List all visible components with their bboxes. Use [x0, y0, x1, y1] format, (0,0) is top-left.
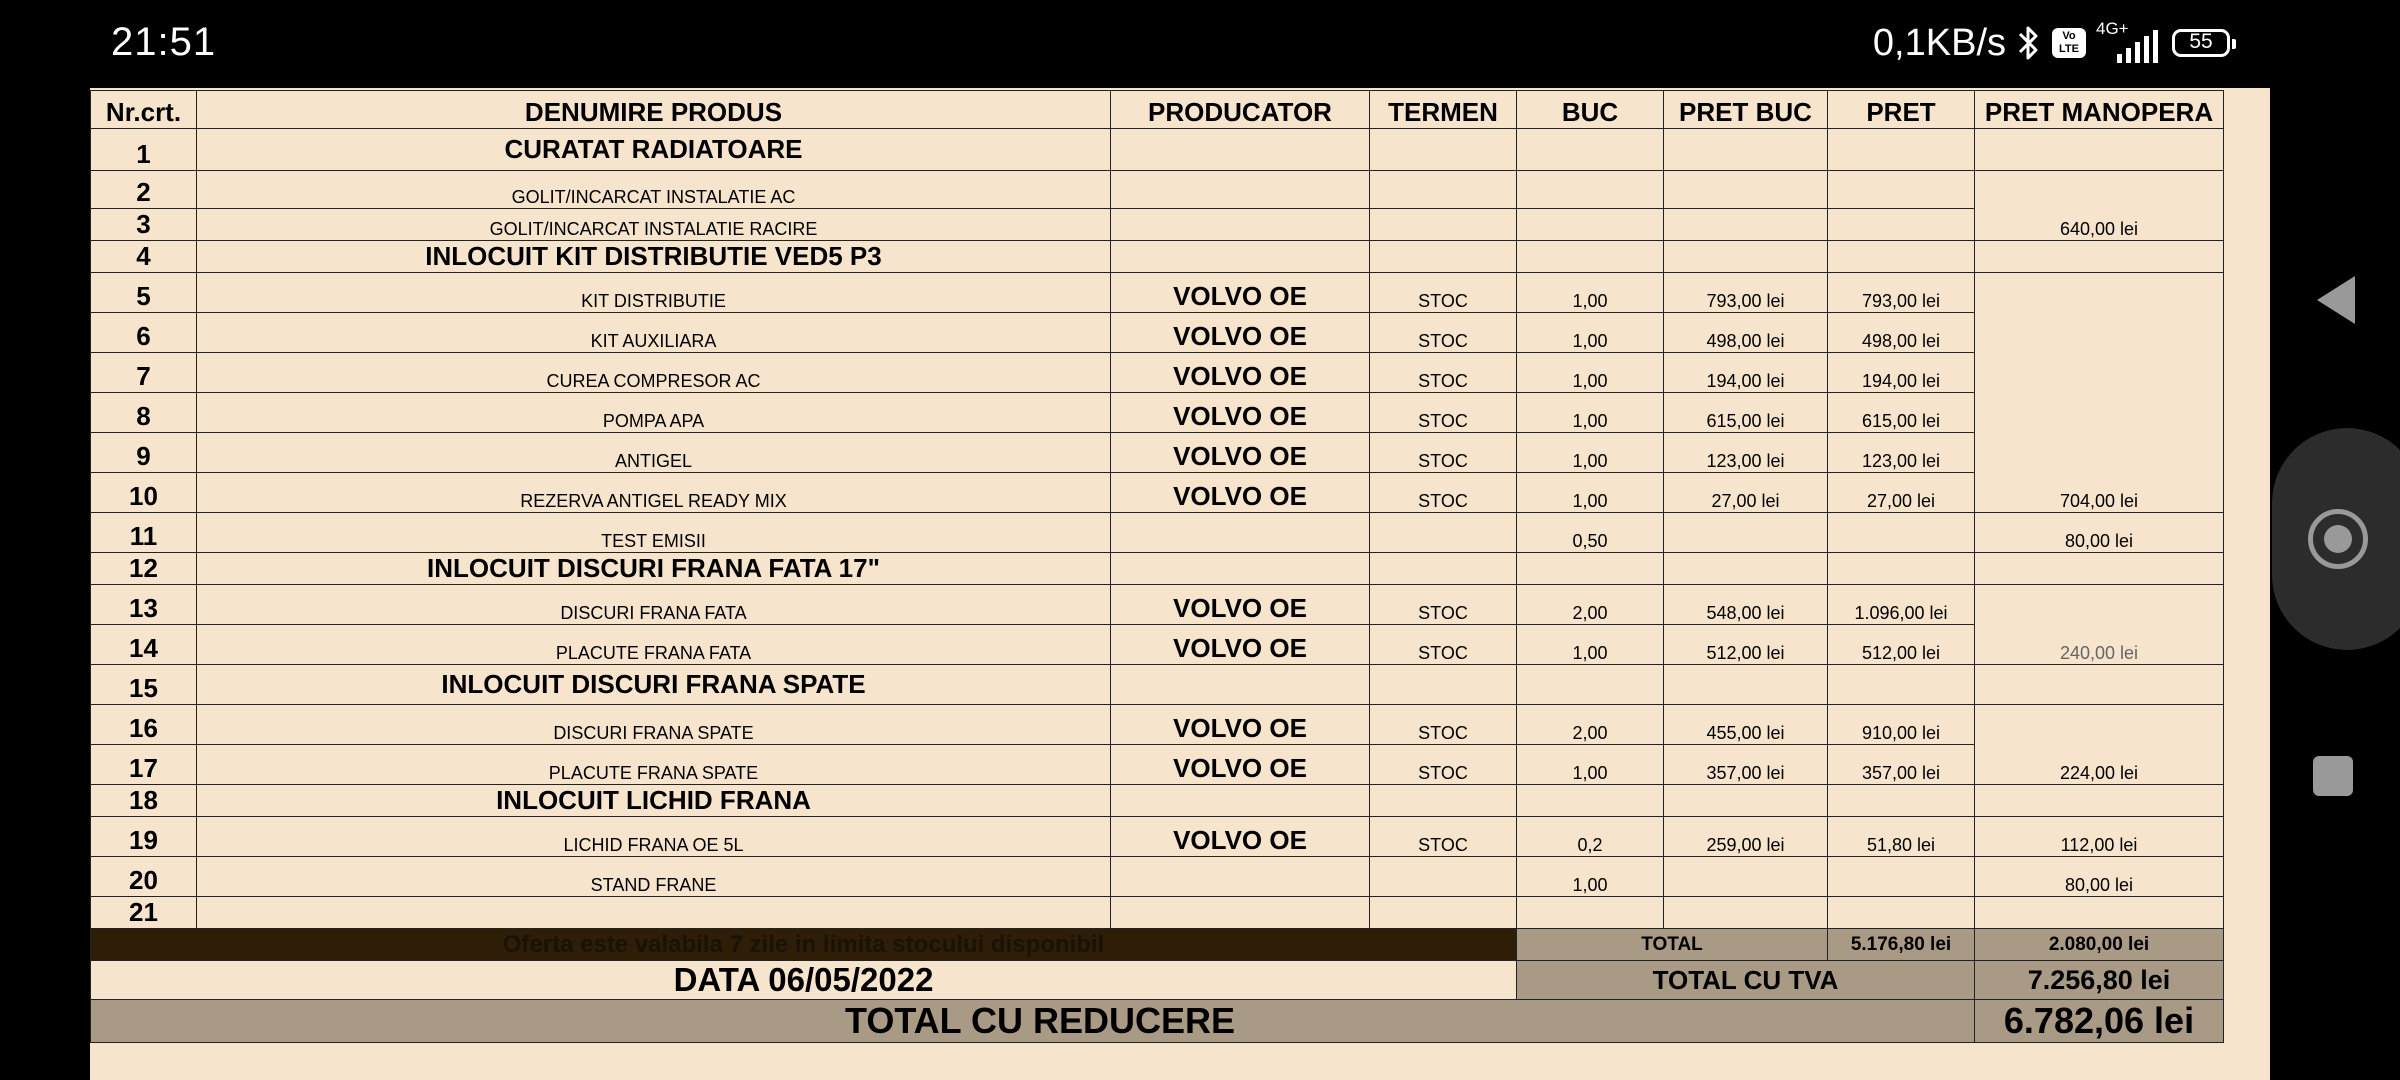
- term-cell: STOC: [1370, 393, 1517, 433]
- qty-cell: 0,2: [1517, 817, 1664, 857]
- table-row: [91, 897, 2224, 929]
- labor-price-cell: [1975, 665, 2224, 705]
- producer-cell: VOLVO OE: [1111, 817, 1370, 857]
- col-header: PRET BUC: [1664, 91, 1828, 129]
- row-number: 13: [91, 585, 197, 625]
- price-cell: [1828, 129, 1975, 171]
- product-name: PLACUTE FRANA SPATE: [197, 745, 1111, 785]
- term-cell: [1370, 553, 1517, 585]
- table-row: [91, 313, 2224, 353]
- term-cell: [1370, 129, 1517, 171]
- qty-cell: 1,00: [1517, 433, 1664, 473]
- table-row: [91, 745, 2224, 785]
- producer-cell: VOLVO OE: [1111, 745, 1370, 785]
- recents-button[interactable]: [2313, 756, 2353, 796]
- product-name: KIT AUXILIARA: [197, 313, 1111, 353]
- section-title: INLOCUIT DISCURI FRANA FATA 17": [197, 553, 1111, 585]
- table-row: [91, 785, 2224, 817]
- labor-price-cell: [1975, 241, 2224, 273]
- price-cell: 1.096,00 lei: [1828, 585, 1975, 625]
- col-header: PRET: [1828, 91, 1975, 129]
- unit-price-cell: 194,00 lei: [1664, 353, 1828, 393]
- unit-price-cell: [1664, 857, 1828, 897]
- product-name: [197, 897, 1111, 929]
- row-number: 11: [91, 513, 197, 553]
- labor-price-cell: 80,00 lei: [1975, 513, 2224, 553]
- product-name: LICHID FRANA OE 5L: [197, 817, 1111, 857]
- row-number: 1: [91, 129, 197, 171]
- unit-price-cell: 512,00 lei: [1664, 625, 1828, 665]
- producer-cell: [1111, 171, 1370, 209]
- price-cell: 615,00 lei: [1828, 393, 1975, 433]
- term-cell: STOC: [1370, 353, 1517, 393]
- price-cell: [1828, 857, 1975, 897]
- row-number: 21: [91, 897, 197, 929]
- term-cell: STOC: [1370, 473, 1517, 513]
- product-name: PLACUTE FRANA FATA: [197, 625, 1111, 665]
- table-row: [91, 353, 2224, 393]
- price-cell: 123,00 lei: [1828, 433, 1975, 473]
- term-cell: STOC: [1370, 273, 1517, 313]
- product-name: GOLIT/INCARCAT INSTALATIE AC: [197, 171, 1111, 209]
- price-cell: [1828, 785, 1975, 817]
- price-cell: [1828, 241, 1975, 273]
- section-title: INLOCUIT DISCURI FRANA SPATE: [197, 665, 1111, 705]
- battery-icon: [2172, 29, 2230, 57]
- term-cell: STOC: [1370, 745, 1517, 785]
- product-name: GOLIT/INCARCAT INSTALATIE RACIRE: [197, 209, 1111, 241]
- term-cell: STOC: [1370, 817, 1517, 857]
- row-number: 18: [91, 785, 197, 817]
- term-cell: STOC: [1370, 705, 1517, 745]
- producer-cell: VOLVO OE: [1111, 353, 1370, 393]
- network-speed: 0,1KB/s: [1872, 21, 2006, 64]
- qty-cell: [1517, 785, 1664, 817]
- qty-cell: [1517, 171, 1664, 209]
- offer-validity-note: Oferta este valabila 7 zile in limita stocului disponibil: [91, 929, 1517, 961]
- term-cell: [1370, 241, 1517, 273]
- price-cell: [1828, 553, 1975, 585]
- status-icons: [1873, 18, 2230, 68]
- qty-cell: [1517, 665, 1664, 705]
- labor-price-cell: 224,00 lei: [1975, 705, 2224, 785]
- term-cell: [1370, 513, 1517, 553]
- qty-cell: 1,00: [1517, 857, 1664, 897]
- table-row: [91, 433, 2224, 473]
- producer-cell: VOLVO OE: [1111, 313, 1370, 353]
- term-cell: [1370, 665, 1517, 705]
- col-header: PRET MANOPERA: [1975, 91, 2224, 129]
- col-header: DENUMIRE PRODUS: [197, 91, 1111, 129]
- producer-cell: [1111, 665, 1370, 705]
- volte-icon: Vo LTE: [2052, 28, 2086, 58]
- row-number: 9: [91, 433, 197, 473]
- unit-price-cell: 793,00 lei: [1664, 273, 1828, 313]
- term-cell: STOC: [1370, 625, 1517, 665]
- table-row: [91, 393, 2224, 433]
- table-row: [91, 857, 2224, 897]
- price-cell: 194,00 lei: [1828, 353, 1975, 393]
- producer-cell: [1111, 785, 1370, 817]
- qty-cell: [1517, 129, 1664, 171]
- labor-price-cell: 640,00 lei: [1975, 171, 2224, 241]
- term-cell: STOC: [1370, 313, 1517, 353]
- price-cell: 27,00 lei: [1828, 473, 1975, 513]
- table-row: [91, 585, 2224, 625]
- row-number: 17: [91, 745, 197, 785]
- row-number: 12: [91, 553, 197, 585]
- back-button[interactable]: [2317, 276, 2355, 324]
- row-number: 16: [91, 705, 197, 745]
- row-number: 7: [91, 353, 197, 393]
- price-cell: 910,00 lei: [1828, 705, 1975, 745]
- table-row: [91, 513, 2224, 553]
- labor-price-cell: [1975, 553, 2224, 585]
- table-row: [91, 209, 2224, 241]
- invoice-document: [90, 88, 2270, 1080]
- price-cell: [1828, 513, 1975, 553]
- producer-cell: VOLVO OE: [1111, 585, 1370, 625]
- qty-cell: 0,50: [1517, 513, 1664, 553]
- row-number: 8: [91, 393, 197, 433]
- col-header: BUC: [1517, 91, 1664, 129]
- labor-price-cell: [1975, 897, 2224, 929]
- table-row: [91, 705, 2224, 745]
- producer-cell: VOLVO OE: [1111, 433, 1370, 473]
- product-name: STAND FRANE: [197, 857, 1111, 897]
- clock: 21:51: [111, 20, 217, 64]
- home-button[interactable]: [2308, 509, 2368, 569]
- row-number: 4: [91, 241, 197, 273]
- labor-price-cell: 112,00 lei: [1975, 817, 2224, 857]
- labor-price-cell: [1975, 129, 2224, 171]
- unit-price-cell: 498,00 lei: [1664, 313, 1828, 353]
- qty-cell: [1517, 553, 1664, 585]
- col-header: PRODUCATOR: [1111, 91, 1370, 129]
- totals-row: [91, 929, 2224, 961]
- price-cell: 357,00 lei: [1828, 745, 1975, 785]
- unit-price-cell: 259,00 lei: [1664, 817, 1828, 857]
- battery-level: 55: [2189, 30, 2213, 53]
- price-cell: [1828, 665, 1975, 705]
- table-row: [91, 171, 2224, 209]
- unit-price-cell: [1664, 241, 1828, 273]
- producer-cell: [1111, 553, 1370, 585]
- producer-cell: [1111, 129, 1370, 171]
- table-header-row: [91, 91, 2224, 129]
- term-cell: [1370, 171, 1517, 209]
- unit-price-cell: [1664, 513, 1828, 553]
- discount-total: 6.782,06 lei: [1975, 1000, 2224, 1043]
- price-cell: [1828, 209, 1975, 241]
- table-row: [91, 625, 2224, 665]
- term-cell: STOC: [1370, 433, 1517, 473]
- table-row: [91, 553, 2224, 585]
- table-row: [91, 665, 2224, 705]
- table-row: [91, 273, 2224, 313]
- row-number: 19: [91, 817, 197, 857]
- qty-cell: 1,00: [1517, 625, 1664, 665]
- term-cell: STOC: [1370, 585, 1517, 625]
- total-label: TOTAL: [1517, 929, 1828, 961]
- qty-cell: 1,00: [1517, 745, 1664, 785]
- qty-cell: 2,00: [1517, 585, 1664, 625]
- term-cell: [1370, 857, 1517, 897]
- status-bar: [0, 0, 2400, 88]
- producer-cell: [1111, 897, 1370, 929]
- bluetooth-icon: [2016, 23, 2042, 63]
- price-cell: [1828, 897, 1975, 929]
- unit-price-cell: 123,00 lei: [1664, 433, 1828, 473]
- term-cell: [1370, 897, 1517, 929]
- unit-price-cell: 27,00 lei: [1664, 473, 1828, 513]
- offer-date: DATA 06/05/2022: [91, 961, 1517, 1000]
- product-name: KIT DISTRIBUTIE: [197, 273, 1111, 313]
- table-row: [91, 817, 2224, 857]
- discount-label: TOTAL CU REDUCERE: [91, 1000, 1975, 1043]
- unit-price-cell: [1664, 209, 1828, 241]
- row-number: 6: [91, 313, 197, 353]
- unit-price-cell: [1664, 129, 1828, 171]
- col-header: Nr.crt.: [91, 91, 197, 129]
- price-cell: 498,00 lei: [1828, 313, 1975, 353]
- total-vat: 7.256,80 lei: [1975, 961, 2224, 1000]
- row-number: 15: [91, 665, 197, 705]
- total-labor: 2.080,00 lei: [1975, 929, 2224, 961]
- unit-price-cell: 357,00 lei: [1664, 745, 1828, 785]
- producer-cell: VOLVO OE: [1111, 705, 1370, 745]
- row-number: 2: [91, 171, 197, 209]
- term-cell: [1370, 209, 1517, 241]
- producer-cell: [1111, 209, 1370, 241]
- labor-price-cell: 240,00 lei: [1975, 585, 2224, 665]
- unit-price-cell: 615,00 lei: [1664, 393, 1828, 433]
- table-row: [91, 473, 2224, 513]
- unit-price-cell: [1664, 665, 1828, 705]
- table-row: [91, 241, 2224, 273]
- offer-table: [90, 90, 2224, 1043]
- qty-cell: [1517, 241, 1664, 273]
- col-header: TERMEN: [1370, 91, 1517, 129]
- unit-price-cell: 548,00 lei: [1664, 585, 1828, 625]
- product-name: TEST EMISII: [197, 513, 1111, 553]
- unit-price-cell: [1664, 171, 1828, 209]
- signal-icon: [2096, 21, 2158, 65]
- row-number: 3: [91, 209, 197, 241]
- price-cell: 51,80 lei: [1828, 817, 1975, 857]
- qty-cell: 2,00: [1517, 705, 1664, 745]
- price-cell: 793,00 lei: [1828, 273, 1975, 313]
- qty-cell: 1,00: [1517, 273, 1664, 313]
- product-name: CUREA COMPRESOR AC: [197, 353, 1111, 393]
- vat-row: [91, 961, 2224, 1000]
- qty-cell: 1,00: [1517, 313, 1664, 353]
- qty-cell: 1,00: [1517, 393, 1664, 433]
- unit-price-cell: [1664, 785, 1828, 817]
- product-name: REZERVA ANTIGEL READY MIX: [197, 473, 1111, 513]
- table-row: [91, 129, 2224, 171]
- labor-price-cell: 704,00 lei: [1975, 273, 2224, 513]
- labor-price-cell: 80,00 lei: [1975, 857, 2224, 897]
- price-cell: 512,00 lei: [1828, 625, 1975, 665]
- product-name: ANTIGEL: [197, 433, 1111, 473]
- row-number: 14: [91, 625, 197, 665]
- qty-cell: 1,00: [1517, 473, 1664, 513]
- section-title: INLOCUIT LICHID FRANA: [197, 785, 1111, 817]
- section-title: CURATAT RADIATOARE: [197, 129, 1111, 171]
- unit-price-cell: [1664, 553, 1828, 585]
- discount-row: [91, 1000, 2224, 1043]
- qty-cell: 1,00: [1517, 353, 1664, 393]
- unit-price-cell: [1664, 897, 1828, 929]
- price-cell: [1828, 171, 1975, 209]
- network-type: 4G+: [2096, 19, 2129, 38]
- row-number: 5: [91, 273, 197, 313]
- labor-price-cell: [1975, 785, 2224, 817]
- product-name: DISCURI FRANA FATA: [197, 585, 1111, 625]
- section-title: INLOCUIT KIT DISTRIBUTIE VED5 P3: [197, 241, 1111, 273]
- producer-cell: [1111, 241, 1370, 273]
- qty-cell: [1517, 209, 1664, 241]
- producer-cell: VOLVO OE: [1111, 393, 1370, 433]
- term-cell: [1370, 785, 1517, 817]
- producer-cell: VOLVO OE: [1111, 473, 1370, 513]
- qty-cell: [1517, 897, 1664, 929]
- row-number: 10: [91, 473, 197, 513]
- total-parts: 5.176,80 lei: [1828, 929, 1975, 961]
- product-name: DISCURI FRANA SPATE: [197, 705, 1111, 745]
- producer-cell: [1111, 513, 1370, 553]
- total-vat-label: TOTAL CU TVA: [1517, 961, 1975, 1000]
- row-number: 20: [91, 857, 197, 897]
- product-name: POMPA APA: [197, 393, 1111, 433]
- producer-cell: VOLVO OE: [1111, 273, 1370, 313]
- unit-price-cell: 455,00 lei: [1664, 705, 1828, 745]
- producer-cell: [1111, 857, 1370, 897]
- producer-cell: VOLVO OE: [1111, 625, 1370, 665]
